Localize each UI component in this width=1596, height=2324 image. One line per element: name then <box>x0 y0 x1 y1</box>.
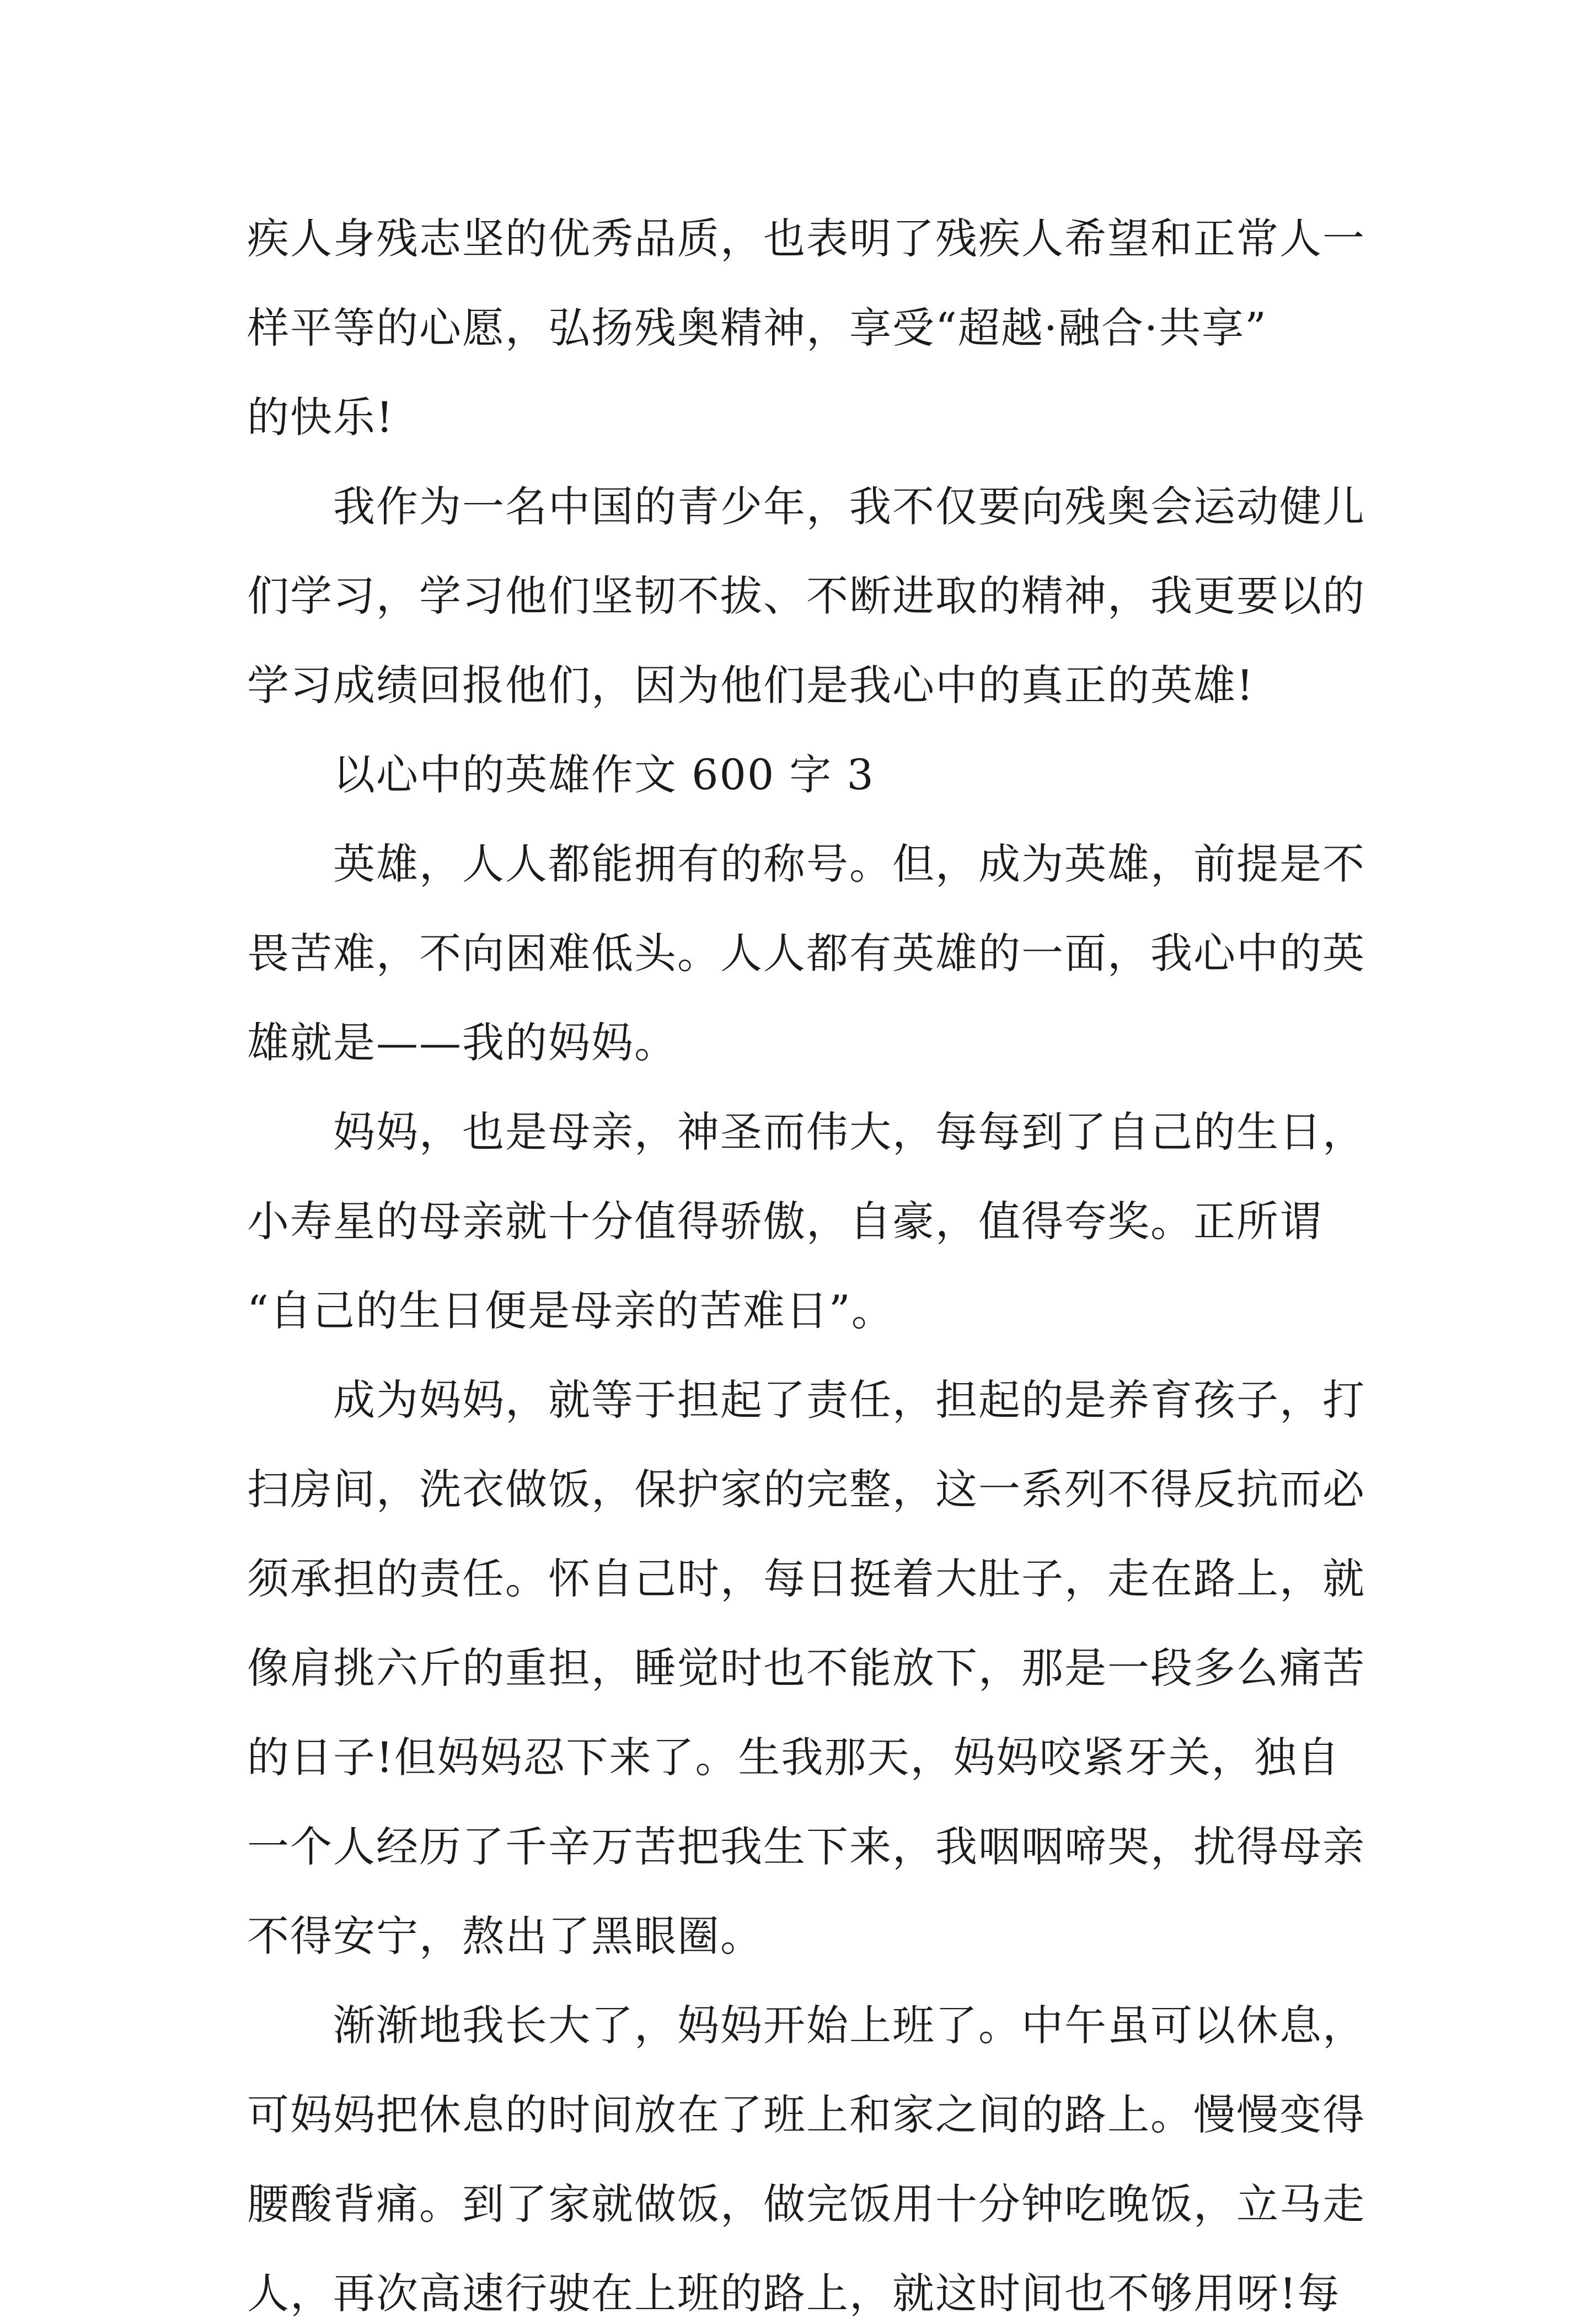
text-line: 样平等的心愿，弘扬残奥精神，享受“超越·融合·共享” <box>247 303 1268 352</box>
text-line: 们学习，学习他们坚韧不拔、不断进取的精神，我更要以的 <box>247 571 1365 620</box>
text-line: 腰酸背痛。到了家就做饭，做完饭用十分钟吃晚饭，立马走 <box>247 2180 1365 2229</box>
paragraph-first-line: 我作为一名中国的青少年，我不仅要向残奥会运动健儿 <box>333 482 1365 531</box>
text-line: 的日子!但妈妈忍下来了。生我那天，妈妈咬紧牙关，独自 <box>247 1733 1341 1782</box>
paragraph-first-line: 成为妈妈，就等于担起了责任，担起的是养育孩子，打 <box>333 1375 1365 1425</box>
text-line: 畏苦难，不向困难低头。人人都有英雄的一面，我心中的英 <box>247 929 1365 978</box>
paragraph-first-line: 渐渐地我长大了，妈妈开始上班了。中午虽可以休息， <box>333 2001 1365 2050</box>
text-line: 须承担的责任。怀自己时，每日挺着大肚子，走在路上，就 <box>247 1554 1365 1603</box>
text-line: 不得安宁，熬出了黑眼圈。 <box>247 1911 763 1961</box>
text-line: 小寿星的母亲就十分值得骄傲，自豪，值得夸奖。正所谓 <box>247 1197 1322 1246</box>
text-line: 雄就是——我的妈妈。 <box>247 1018 677 1067</box>
text-line: 的快乐! <box>247 393 394 442</box>
text-line: 学习成绩回报他们，因为他们是我心中的真正的英雄! <box>247 661 1255 710</box>
document-body <box>247 208 1365 2324</box>
text-line: 人，再次高速行驶在上班的路上，就这时间也不够用呀!每 <box>247 2269 1341 2318</box>
text-line: “自己的生日便是母亲的苦难日”。 <box>247 1286 895 1335</box>
section-heading: 以心中的英雄作文 600 字 3 <box>333 750 875 799</box>
text-line: 扫房间，洗衣做饭，保护家的完整，这一系列不得反抗而必 <box>247 1465 1365 1514</box>
paragraph-first-line: 妈妈，也是母亲，神圣而伟大，每每到了自己的生日， <box>333 1107 1365 1156</box>
text-line: 可妈妈把休息的时间放在了班上和家之间的路上。慢慢变得 <box>247 2090 1365 2139</box>
text-line: 一个人经历了千辛万苦把我生下来，我咽咽啼哭，扰得母亲 <box>247 1822 1365 1871</box>
paragraph-first-line: 英雄，人人都能拥有的称号。但，成为英雄，前提是不 <box>333 839 1365 888</box>
text-line: 像肩挑六斤的重担，睡觉时也不能放下，那是一段多么痛苦 <box>247 1643 1365 1693</box>
text-line: 疾人身残志坚的优秀品质，也表明了残疾人希望和正常人一 <box>247 214 1365 263</box>
